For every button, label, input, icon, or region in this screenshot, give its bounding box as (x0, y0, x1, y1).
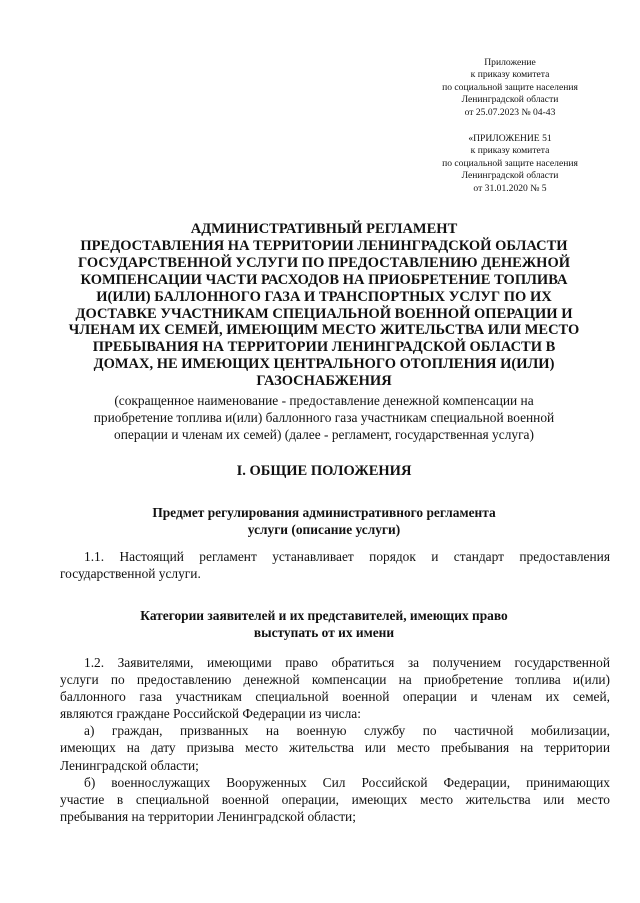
subheading-line: услуги (описание услуги) (247, 522, 401, 538)
list-item-a-line: а) граждан, призванных на военную службу по частичной мобилизации, (84, 723, 610, 739)
appendix-line: «ПРИЛОЖЕНИЕ 51 (468, 133, 552, 144)
paragraph-line: 1.1. Настоящий регламент устанавливает порядок и стандарт предоставления (84, 549, 610, 564)
list-item-a-line: Ленинградской области; (60, 757, 199, 773)
paragraph-line: 1.2. Заявителями, имеющими право обратиться за получением государственной (84, 655, 610, 670)
short-name-line: операции и членам их семей) (далее - регламент, государственная услуга) (114, 427, 534, 443)
subheading-line: выступать от их имени (253, 625, 395, 641)
appendix-line: от 25.07.2023 № 04-43 (464, 106, 556, 118)
subheading-line: Предмет регулирования административного регламента (152, 505, 496, 520)
appendix-line: к приказу комитета (470, 145, 550, 157)
short-name-line: (сокращенное наименование - предоставление денежной компенсации на (114, 393, 534, 408)
appendix-line: Ленинградской области (461, 94, 559, 106)
paragraph-line: являются граждане Российской Федерации из числа: (60, 706, 361, 722)
list-item-b-line: б) военнослужащих Вооруженных Сил Российской Федерации, принимающих (84, 774, 610, 790)
document-title (60, 221, 588, 390)
appendix-line: по социальной защите населения (442, 81, 578, 93)
subheading-line: Категории заявителей и их представителей, имеющих право (140, 608, 508, 623)
appendix-line: по социальной защите населения (442, 157, 578, 169)
section-heading: I. ОБЩИЕ ПОЛОЖЕНИЯ (236, 463, 412, 479)
paragraph-1-1 (60, 548, 610, 582)
title-line: ПРЕДОСТАВЛЕНИЯ НА ТЕРРИТОРИИ ЛЕНИНГРАДСКОЙ ОБЛАСТИ (80, 237, 568, 254)
title-line: ДОМАХ, НЕ ИМЕЮЩИХ ЦЕНТРАЛЬНОГО ОТОПЛЕНИЯ И(ИЛИ) (93, 356, 555, 373)
title-line: ГОСУДАРСТВЕННОЙ УСЛУГИ ПО ПРЕДОСТАВЛЕНИЮ ДЕНЕЖНОЙ (78, 254, 570, 271)
title-line: ДОСТАВКЕ УЧАСТНИКАМ СПЕЦИАЛЬНОЙ ВОЕННОЙ ОПЕРАЦИИ И (75, 305, 573, 322)
short-name-note (60, 392, 588, 444)
short-name-line: приобретение топлива и(или) баллонного газа участникам специальной военной (93, 410, 555, 426)
list-item-b-line: пребывания на территории Ленинградской области; (60, 808, 356, 824)
paragraph-line: услуги по предоставлению денежной компенсации на приобретение топлива и(или) (60, 672, 610, 688)
title-line: ЧЛЕНАМ ИХ СЕМЕЙ, ИМЕЮЩИМ МЕСТО ЖИТЕЛЬСТВА ИЛИ МЕСТО (68, 322, 580, 339)
title-line: АДМИНИСТРАТИВНЫЙ РЕГЛАМЕНТ (190, 221, 458, 237)
appendix-note-previous (415, 133, 605, 195)
title-line: КОМПЕНСАЦИИ ЧАСТИ РАСХОДОВ НА ПРИОБРЕТЕНИЕ ТОПЛИВА (80, 271, 568, 288)
appendix-line: от 31.01.2020 № 5 (473, 182, 547, 194)
subheading-subject-of-regulation (60, 504, 588, 539)
list-item-b-line: участие в специальной военной операции, имеющих место жительства или место (60, 791, 610, 807)
title-line: ГАЗОСНАБЖЕНИЯ (256, 373, 392, 390)
paragraph-line: баллонного газа участникам специальной военной операции и членам их семей, (60, 689, 610, 705)
appendix-line: к приказу комитета (470, 69, 550, 81)
appendix-line: Ленинградской области (461, 170, 559, 182)
appendix-note-current (415, 57, 605, 119)
title-line: И(ИЛИ) БАЛЛОННОГО ГАЗА И ТРАНСПОРТНЫХ УСЛУГ ПО ИХ (96, 288, 552, 305)
subheading-applicant-categories (60, 607, 588, 642)
list-item-a-line: имеющих на дату призыва место жительства или место пребывания на территории (60, 740, 610, 756)
appendix-line: Приложение (484, 57, 536, 68)
paragraph-line: государственной услуги. (60, 566, 201, 582)
title-line: ПРЕБЫВАНИЯ НА ТЕРРИТОРИИ ЛЕНИНГРАДСКОЙ ОБЛАСТИ В (92, 339, 556, 356)
paragraph-1-2 (60, 654, 610, 825)
